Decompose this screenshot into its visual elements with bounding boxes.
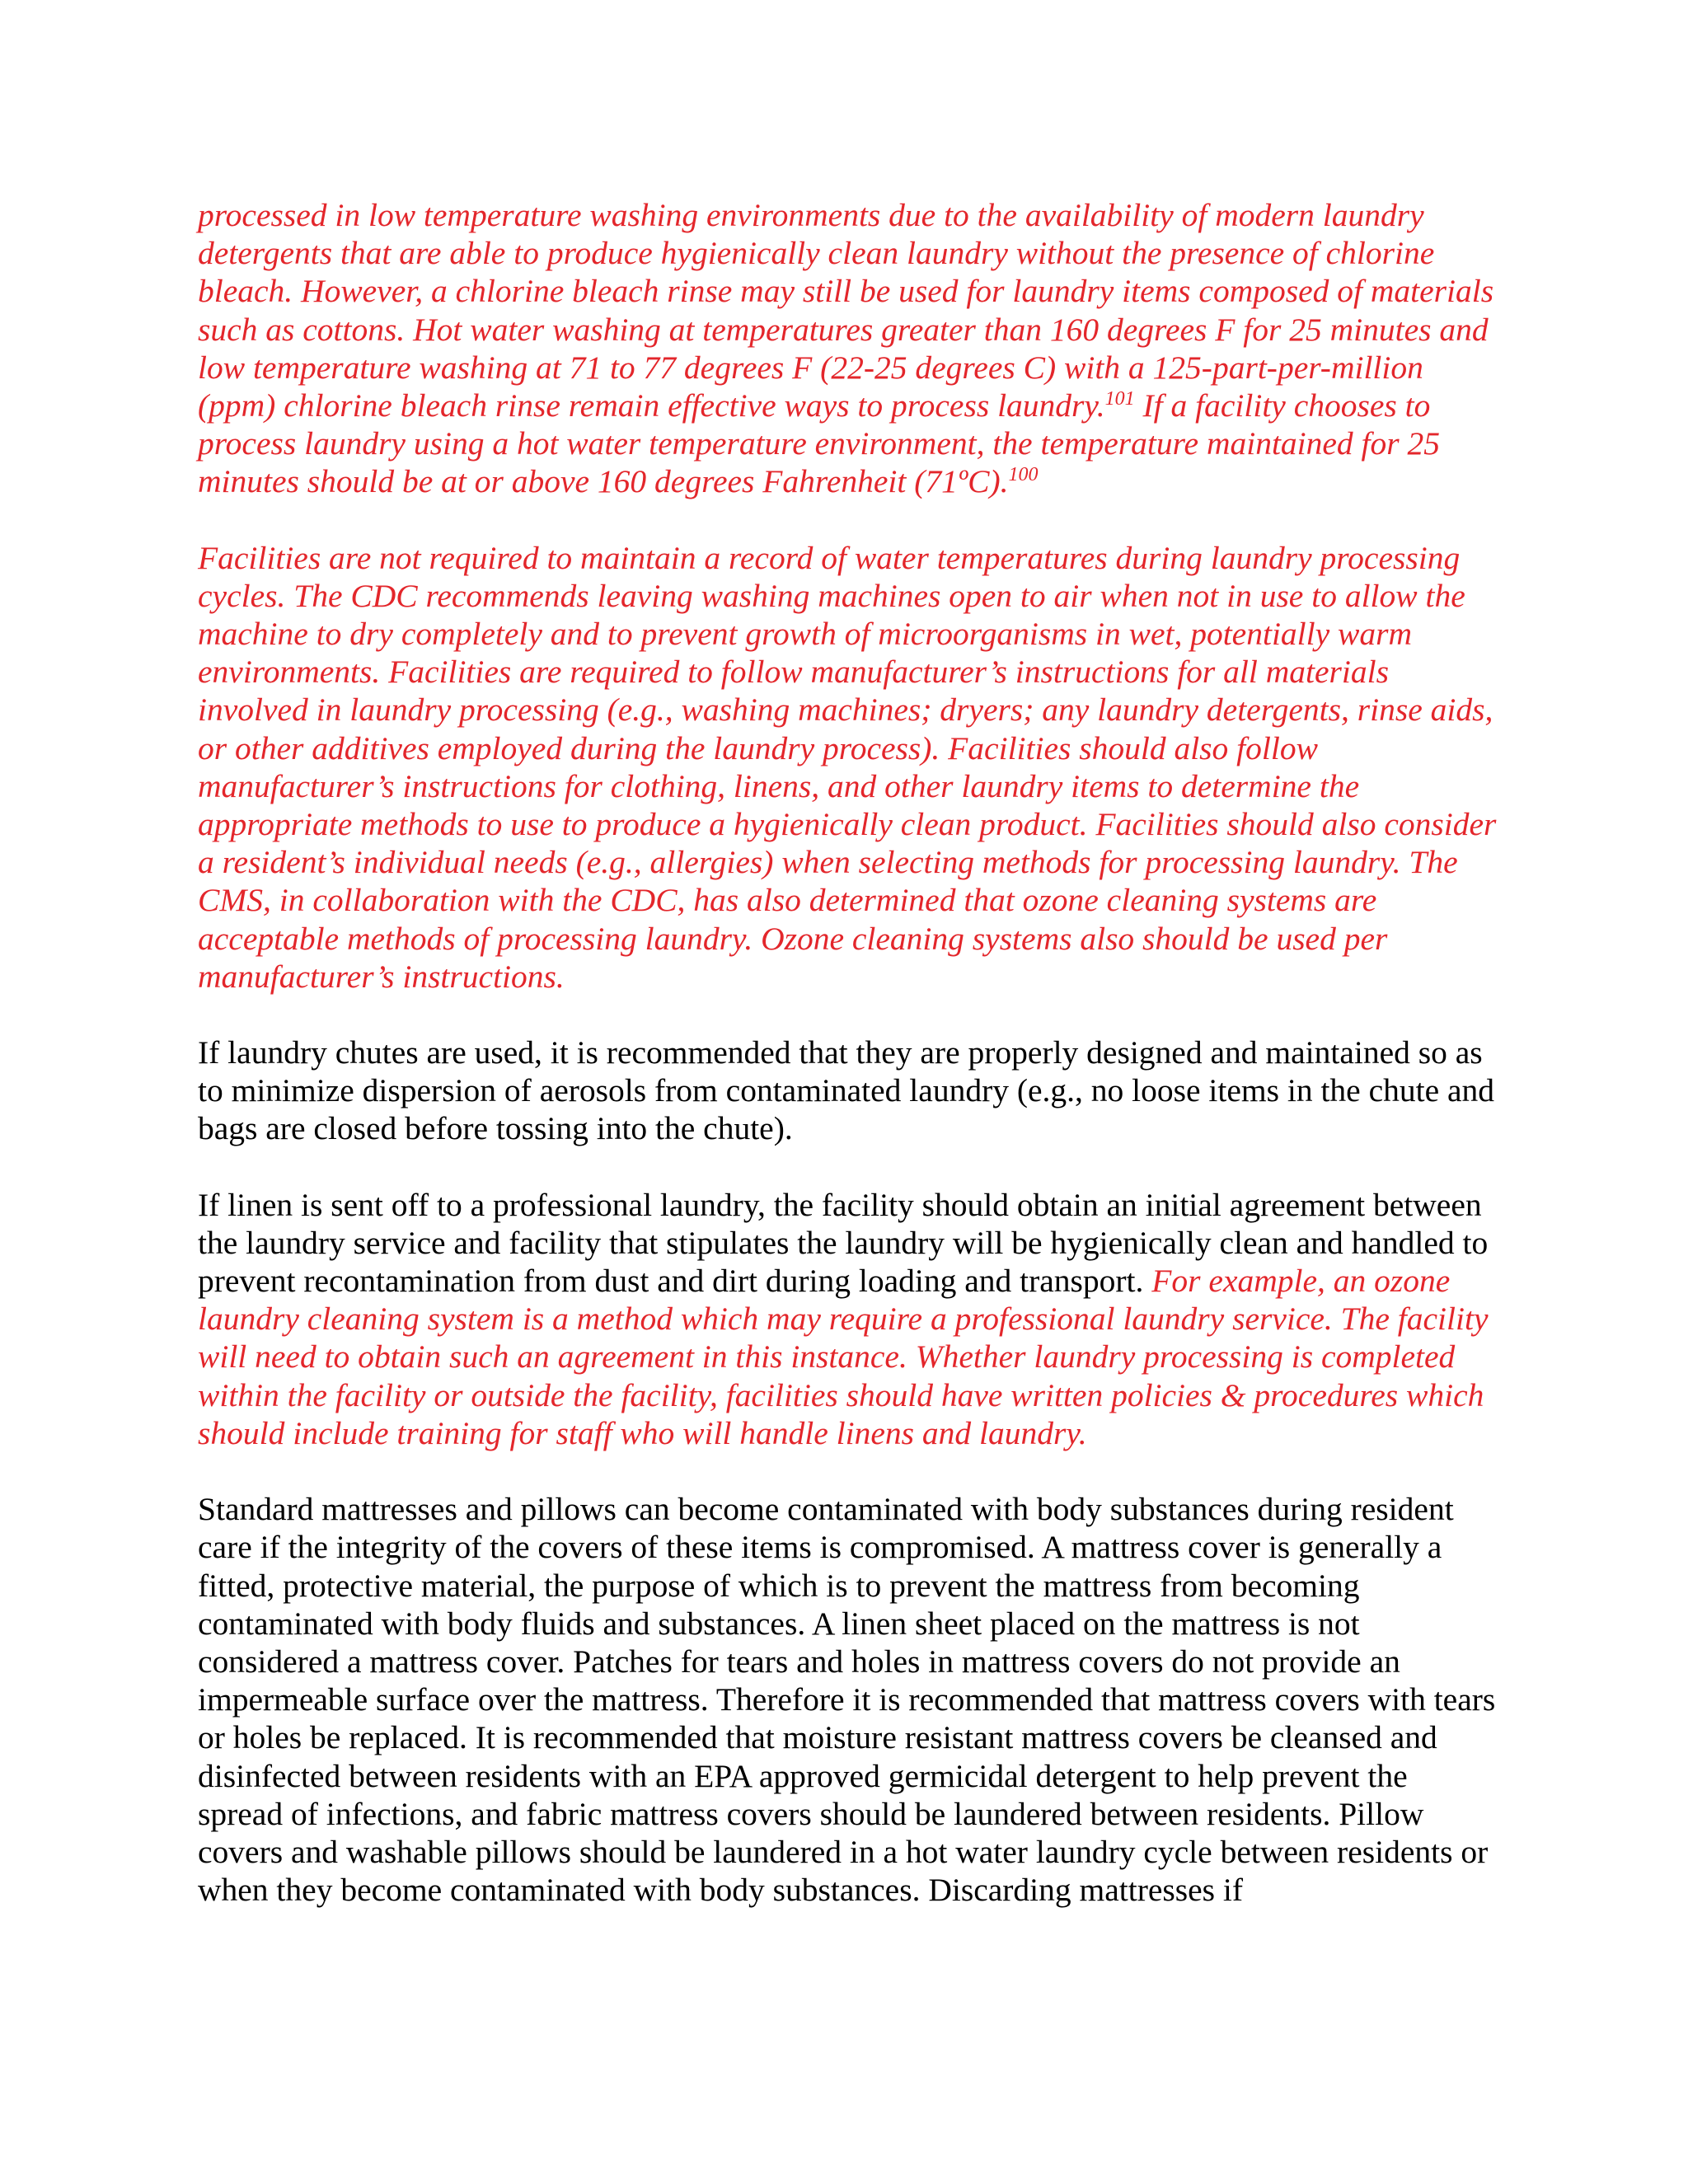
paragraph-water-temperature-records <box>198 539 1500 996</box>
text-segment: If linen is sent off to a professional laundry, the facility should obtain an initial agreement between the laundry service and facility that stipulates the laundry will be hygienically clean and handled to prevent recontamination from dust and dirt during loading and transport. <box>198 1186 1489 1300</box>
paragraph-laundry-chutes <box>198 1033 1500 1148</box>
paragraph-mattresses-pillows <box>198 1490 1500 1909</box>
paragraph-professional-laundry <box>198 1186 1500 1452</box>
text-segment: Facilities are not required to maintain a record of water temperatures during laundry processing cycles. The CDC recommends leaving washing machines open to air when not in use to allow the machine to dry completely and to prevent growth of microorganisms in wet, potentially warm environments. Facilities are required to follow manufacturer’s instructions for all materials involved in laundry processing (e.g., washing machines; dryers; any laundry detergents, rinse aids, or other additives employed during the laundry process). Facilities should also follow manufacturer’s instructions for clothing, linens, and other laundry items to determine the appropriate methods to use to produce a hygienically clean product. Facilities should also consider a resident’s individual needs (e.g., allergies) when selecting methods for processing laundry. The CMS, in collaboration with the CDC, has also determined that ozone cleaning systems are acceptable methods of processing laundry. Ozone cleaning systems also should be used per manufacturer’s instructions. <box>198 539 1497 995</box>
paragraph-laundry-temperature <box>198 196 1500 501</box>
footnote-reference: 101 <box>1104 387 1135 410</box>
footnote-reference: 100 <box>1008 464 1039 486</box>
text-segment: For example, an ozone laundry cleaning system is a method which may require a professional laundry service. The facility will need to obtain such an agreement in this instance. Whether laundry processing is completed within the facility or outside the facility, facilities should have written policies & procedures which should include training for staff who will handle linens and laundry. <box>198 1263 1489 1451</box>
text-segment: processed in low temperature washing environments due to the availability of modern laundry detergents that are able to produce hygienically clean laundry without the presence of chlorine bleach. However, a chlorine bleach rinse may still be used for laundry items composed of materials such as cottons. Hot water washing at temperatures greater than 160 degrees F for 25 minutes and low temperature washing at 71 to 77 degrees F (22-25 degrees C) with a 125-part-per-million (ppm) chlorine bleach rinse remain effective ways to process laundry. <box>198 197 1494 424</box>
text-segment: If a facility chooses to process laundry using a hot water temperature environment, the temperature maintained for 25 minutes should be at or above 160 degrees Fahrenheit (71ºC). <box>198 387 1441 500</box>
document-page <box>198 196 1500 1947</box>
text-segment: If laundry chutes are used, it is recommended that they are properly designed and maintained so as to minimize dispersion of aerosols from contaminated laundry (e.g., no loose items in the chute and bags are closed before tossing into the chute). <box>198 1034 1495 1147</box>
text-segment: Standard mattresses and pillows can become contaminated with body substances during resident care if the integrity of the covers of these items is compromised. A mattress cover is generally a fitted, protective material, the purpose of which is to prevent the mattress from becoming contaminated with body fluids and substances. A linen sheet placed on the mattress is not considered a mattress cover. Patches for tears and holes in mattress covers do not provide an impermeable surface over the mattress. Therefore it is recommended that mattress covers with tears or holes be replaced. It is recommended that moisture resistant mattress covers be cleansed and disinfected between residents with an EPA approved germicidal detergent to help prevent the spread of infections, and fabric mattress covers should be laundered between residents. Pillow covers and washable pillows should be laundered in a hot water laundry cycle between residents or when they become contaminated with body substances. Discarding mattresses if <box>198 1491 1496 1909</box>
